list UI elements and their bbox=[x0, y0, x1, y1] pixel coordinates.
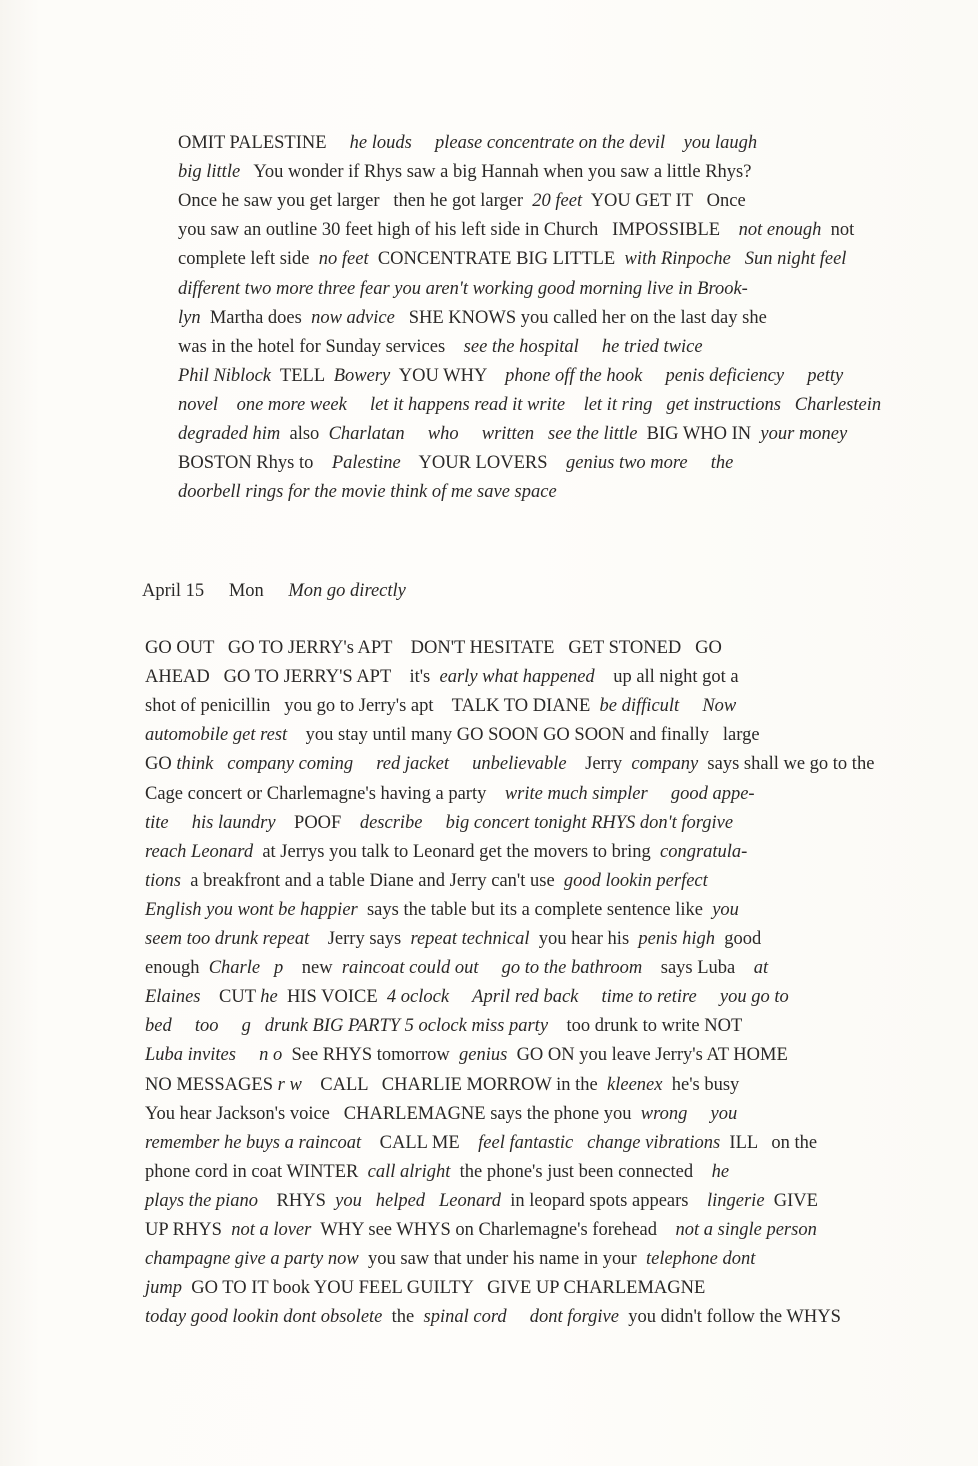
italic-phrase: write much simpler bbox=[504, 783, 648, 804]
roman-phrase: CONCENTRATE BIG LITTLE bbox=[373, 249, 620, 270]
roman-phrase bbox=[539, 424, 544, 444]
roman-phrase: RHYS bbox=[262, 1190, 331, 1211]
roman-phrase bbox=[583, 337, 597, 357]
italic-phrase: his laundry bbox=[191, 812, 276, 833]
italic-phrase: please concentrate on the devil bbox=[434, 133, 666, 153]
roman-phrase: phone cord in coat WINTER bbox=[145, 1161, 363, 1182]
italic-phrase: English you wont be happier bbox=[145, 899, 358, 920]
italic-phrase: get instructions bbox=[666, 394, 781, 415]
italic-phrase: petty bbox=[807, 365, 844, 386]
roman-phrase: YOUR LOVERS bbox=[405, 453, 562, 474]
roman-phrase bbox=[578, 1133, 583, 1153]
italic-phrase: no feet bbox=[318, 249, 369, 270]
italic-phrase: change vibrations bbox=[587, 1132, 721, 1153]
italic-phrase: genius two more bbox=[566, 453, 688, 474]
italic-phrase: Luba invites bbox=[145, 1045, 236, 1066]
italic-phrase: different two more three fear you aren't working good morning live in Brook- bbox=[178, 278, 748, 299]
italic-phrase: dont forgive bbox=[529, 1307, 619, 1328]
roman-phrase: HIS VOICE bbox=[282, 987, 383, 1008]
roman-phrase bbox=[241, 1045, 255, 1065]
italic-phrase: big concert tonight RHYS don't forgive bbox=[445, 812, 734, 833]
italic-phrase: reach Leonard bbox=[145, 841, 254, 862]
italic-phrase: raincoat could out bbox=[341, 958, 479, 979]
roman-phrase: the phone's just been connected bbox=[455, 1161, 707, 1182]
roman-phrase bbox=[657, 395, 662, 415]
roman-phrase bbox=[367, 1191, 372, 1211]
italic-phrase: g bbox=[241, 1016, 251, 1037]
italic-phrase: with Rinpoche bbox=[624, 249, 731, 270]
italic-phrase: red jacket bbox=[376, 754, 449, 775]
entry-2-line bbox=[0, 1040, 978, 1070]
entry-2-line bbox=[0, 953, 978, 983]
italic-phrase: n bbox=[259, 1045, 269, 1066]
roman-phrase: he's busy bbox=[667, 1074, 740, 1095]
italic-phrase: Charlatan bbox=[328, 424, 405, 444]
roman-phrase: WHY see WHYS on Charlemagne's forehead bbox=[315, 1220, 671, 1240]
italic-phrase: you bbox=[712, 899, 739, 920]
roman-phrase: also bbox=[284, 424, 324, 444]
italic-phrase: let it happens read it write bbox=[369, 394, 566, 415]
roman-phrase: GO OUT GO TO JERRY's APT DON'T HESITATE GET STONED GO bbox=[145, 638, 722, 658]
italic-phrase: Bowery bbox=[333, 365, 391, 386]
entry-2-line bbox=[0, 924, 978, 954]
italic-phrase: call alright bbox=[367, 1161, 451, 1182]
roman-phrase: YOU GET IT Once bbox=[586, 191, 746, 212]
italic-phrase: describe bbox=[359, 812, 423, 833]
italic-phrase: bed bbox=[145, 1016, 172, 1037]
entry-2-line bbox=[0, 808, 978, 838]
roman-phrase bbox=[331, 133, 345, 153]
entry-1-line bbox=[0, 274, 978, 304]
entry-2-line bbox=[0, 1273, 978, 1303]
roman-phrase: says shall we go to the bbox=[702, 754, 875, 775]
italic-phrase: novel bbox=[178, 394, 219, 415]
roman-phrase: OMIT PALESTINE bbox=[178, 133, 327, 153]
roman-phrase bbox=[701, 987, 715, 1007]
roman-phrase: you saw an outline 30 feet high of his left side in Church bbox=[178, 220, 608, 241]
roman-phrase bbox=[483, 958, 497, 978]
roman-phrase: you didn't follow the WHYS bbox=[623, 1307, 841, 1328]
roman-phrase bbox=[786, 395, 791, 415]
roman-phrase: GO ON you leave Jerry's AT HOME bbox=[511, 1045, 788, 1066]
italic-phrase: jump bbox=[145, 1278, 182, 1299]
roman-phrase: BOSTON Rhys to bbox=[178, 453, 328, 474]
roman-phrase: not bbox=[825, 220, 855, 241]
entry-1-line bbox=[0, 332, 978, 362]
roman-phrase: GO bbox=[145, 754, 172, 775]
italic-phrase: see the hospital bbox=[463, 336, 579, 357]
italic-phrase: company coming bbox=[227, 754, 354, 775]
roman-phrase bbox=[454, 987, 468, 1007]
entry-2-line bbox=[0, 1302, 978, 1332]
entry-1-line bbox=[0, 477, 978, 507]
roman-phrase: SHE KNOWS you called her on the last day she bbox=[399, 307, 767, 328]
entry-2-line bbox=[0, 866, 978, 896]
entry-2-date-row bbox=[0, 576, 978, 606]
italic-phrase: Now bbox=[702, 696, 737, 717]
entry-2-line bbox=[0, 1157, 978, 1187]
roman-phrase: IMPOSSIBLE bbox=[612, 220, 721, 241]
roman-phrase bbox=[670, 133, 679, 153]
italic-phrase: Elaines bbox=[145, 987, 201, 1008]
roman-phrase: YOU WHY bbox=[394, 365, 501, 386]
italic-phrase: see the little bbox=[548, 424, 638, 444]
roman-phrase: a breakfront and a table Diane and Jerry can't use bbox=[185, 870, 560, 891]
roman-phrase bbox=[789, 366, 803, 386]
italic-phrase: plays the piano bbox=[145, 1190, 259, 1211]
italic-phrase: automobile get rest bbox=[145, 725, 288, 746]
italic-phrase: not enough bbox=[738, 220, 822, 241]
italic-phrase: lyn bbox=[178, 307, 201, 328]
entry-1-line bbox=[0, 390, 978, 420]
italic-phrase: good appe- bbox=[670, 783, 755, 804]
italic-phrase: at bbox=[753, 958, 769, 979]
italic-phrase: you go to bbox=[719, 987, 789, 1008]
italic-phrase: tite bbox=[145, 812, 169, 833]
italic-phrase: r bbox=[277, 1074, 285, 1095]
italic-phrase: congratula- bbox=[659, 841, 748, 862]
italic-phrase: too bbox=[194, 1016, 219, 1037]
roman-phrase bbox=[692, 1104, 706, 1124]
entry-1-line bbox=[0, 215, 978, 245]
italic-phrase: Palestine bbox=[331, 453, 401, 474]
roman-phrase bbox=[351, 395, 365, 415]
italic-phrase: be difficult bbox=[599, 696, 680, 717]
roman-phrase bbox=[647, 366, 661, 386]
italic-phrase: your money bbox=[760, 424, 848, 444]
italic-phrase: not a single person bbox=[675, 1220, 817, 1240]
roman-phrase bbox=[583, 987, 597, 1007]
roman-phrase bbox=[463, 424, 477, 444]
italic-phrase: company bbox=[631, 754, 699, 775]
entry-2-line bbox=[0, 1128, 978, 1158]
italic-phrase: written bbox=[481, 424, 535, 444]
roman-phrase bbox=[454, 754, 468, 774]
roman-phrase bbox=[218, 754, 223, 774]
roman-phrase bbox=[409, 424, 423, 444]
italic-phrase: degraded him bbox=[178, 424, 281, 444]
roman-phrase: Cage concert or Charlemagne's having a party bbox=[145, 783, 501, 804]
roman-phrase: Jerry says bbox=[313, 929, 406, 949]
italic-phrase: one more week bbox=[236, 394, 347, 415]
italic-phrase: Phil Niblock bbox=[178, 365, 271, 386]
entry-2-line bbox=[0, 1099, 978, 1129]
italic-phrase: Sun night feel bbox=[744, 249, 847, 270]
entry-2-line bbox=[0, 691, 978, 721]
entry-2-line bbox=[0, 837, 978, 867]
roman-phrase bbox=[652, 784, 666, 804]
entry-2-line bbox=[0, 720, 978, 750]
italic-phrase: high bbox=[682, 929, 715, 949]
entry-2-line bbox=[0, 1186, 978, 1216]
roman-phrase: shot of penicillin you go to Jerry's apt TALK TO DIANE bbox=[145, 696, 595, 717]
roman-phrase bbox=[570, 395, 579, 415]
roman-phrase bbox=[416, 133, 430, 153]
italic-phrase: phone off the hook bbox=[505, 365, 643, 386]
italic-phrase: repeat technical bbox=[410, 929, 530, 949]
roman-phrase bbox=[223, 1016, 237, 1036]
italic-phrase: today good lookin dont obsolete bbox=[145, 1307, 383, 1328]
roman-phrase bbox=[223, 395, 232, 415]
italic-phrase: Charle bbox=[208, 958, 261, 979]
entry-1-line bbox=[0, 448, 978, 478]
italic-phrase: remember he buys a raincoat bbox=[145, 1132, 362, 1153]
entry-2-date: April 15 bbox=[142, 581, 205, 601]
italic-phrase: think bbox=[176, 754, 214, 775]
italic-phrase: spinal cord bbox=[423, 1307, 507, 1328]
roman-phrase bbox=[173, 813, 187, 833]
roman-phrase: says the table but its a complete sentence like bbox=[362, 899, 708, 920]
roman-phrase: BIG WHO IN bbox=[642, 424, 756, 444]
roman-phrase: CALL ME bbox=[365, 1132, 474, 1153]
roman-phrase: CUT bbox=[205, 987, 256, 1008]
italic-phrase: genius bbox=[459, 1045, 508, 1066]
italic-phrase: w bbox=[289, 1074, 302, 1095]
italic-phrase: helped bbox=[375, 1190, 426, 1211]
entry-2-day: Mon bbox=[228, 581, 264, 601]
entry-2-line bbox=[0, 982, 978, 1012]
roman-phrase bbox=[255, 1016, 260, 1036]
roman-phrase bbox=[684, 696, 698, 716]
roman-phrase bbox=[176, 1016, 190, 1036]
roman-phrase: CALL CHARLIE MORROW in the bbox=[306, 1074, 603, 1095]
italic-phrase: champagne give a party now bbox=[145, 1249, 359, 1270]
italic-phrase: he louds bbox=[349, 133, 412, 153]
italic-phrase: you laugh bbox=[683, 133, 758, 153]
entry-1-line bbox=[0, 361, 978, 391]
italic-phrase: he bbox=[260, 987, 278, 1008]
italic-phrase: you bbox=[335, 1190, 362, 1211]
roman-phrase: good bbox=[719, 929, 762, 949]
entry-1-line bbox=[0, 244, 978, 274]
roman-phrase: too drunk to write NOT bbox=[552, 1016, 743, 1037]
roman-phrase: See RHYS tomorrow bbox=[286, 1045, 455, 1066]
italic-phrase: now advice bbox=[311, 307, 395, 328]
italic-phrase: seem too drunk repeat bbox=[145, 929, 310, 949]
roman-phrase: says Luba bbox=[646, 958, 750, 979]
roman-phrase: AHEAD GO TO JERRY'S APT it's bbox=[145, 667, 435, 688]
roman-phrase: up all night got a bbox=[599, 667, 739, 688]
italic-phrase: early what happened bbox=[439, 667, 595, 688]
roman-phrase: TELL bbox=[275, 365, 330, 386]
entry-2-line bbox=[0, 1011, 978, 1041]
entry-1-line bbox=[0, 157, 978, 187]
roman-phrase: Once he saw you get larger then he got larger bbox=[178, 191, 528, 212]
italic-phrase: lingerie bbox=[706, 1190, 765, 1211]
roman-phrase: at Jerrys you talk to Leonard get the movers to bring bbox=[257, 841, 656, 862]
roman-phrase: You wonder if Rhys saw a big Hannah when you saw a little Rhys? bbox=[244, 162, 752, 183]
roman-phrase: UP RHYS bbox=[145, 1220, 227, 1240]
roman-phrase bbox=[427, 813, 441, 833]
entry-2-line bbox=[0, 895, 978, 925]
italic-phrase: the bbox=[710, 453, 734, 474]
italic-phrase: p bbox=[273, 958, 284, 979]
italic-phrase: you bbox=[710, 1103, 738, 1124]
italic-phrase: kleenex bbox=[607, 1074, 663, 1095]
roman-phrase: NO MESSAGES bbox=[145, 1074, 273, 1095]
roman-phrase bbox=[430, 1191, 435, 1211]
roman-phrase bbox=[358, 754, 372, 774]
roman-phrase bbox=[265, 958, 270, 978]
italic-phrase: back bbox=[543, 987, 579, 1008]
italic-phrase: Leonard bbox=[438, 1190, 501, 1211]
italic-phrase: April red bbox=[472, 987, 539, 1008]
italic-phrase: doorbell rings for the movie think of me save space bbox=[178, 482, 557, 503]
italic-phrase: let it ring bbox=[583, 394, 653, 415]
italic-phrase: not a lover bbox=[231, 1220, 312, 1240]
italic-phrase: o bbox=[272, 1045, 283, 1066]
italic-phrase: 4 oclock bbox=[386, 987, 450, 1008]
entry-2-line bbox=[0, 779, 978, 809]
italic-phrase: wrong bbox=[640, 1103, 688, 1124]
entry-1-line bbox=[0, 303, 978, 333]
roman-phrase bbox=[725, 220, 734, 240]
italic-phrase: go to the bathroom bbox=[501, 958, 643, 979]
italic-phrase: telephone dont bbox=[645, 1249, 756, 1270]
italic-phrase: penis bbox=[638, 929, 678, 949]
entry-2-line bbox=[0, 1070, 978, 1100]
roman-phrase: Jerry bbox=[571, 754, 627, 775]
italic-phrase: unbelievable bbox=[472, 754, 567, 775]
roman-phrase: in leopard spots appears bbox=[505, 1190, 703, 1211]
italic-phrase: feel fantastic bbox=[478, 1132, 574, 1153]
entry-2-day-note: Mon go directly bbox=[288, 581, 406, 601]
roman-phrase: was in the hotel for Sunday services bbox=[178, 336, 460, 357]
italic-phrase: he bbox=[711, 1161, 730, 1182]
italic-phrase: penis deficiency bbox=[665, 365, 785, 386]
italic-phrase: drunk BIG PARTY 5 oclock miss party bbox=[264, 1016, 549, 1037]
italic-phrase: big little bbox=[178, 162, 241, 183]
roman-phrase: new bbox=[287, 958, 338, 979]
entry-1-line bbox=[0, 128, 978, 158]
roman-phrase: Martha does bbox=[205, 307, 307, 328]
entry-1-line bbox=[0, 419, 978, 449]
roman-phrase bbox=[511, 1307, 525, 1327]
roman-phrase bbox=[735, 249, 740, 269]
entry-2-line bbox=[0, 633, 978, 663]
italic-phrase: tions bbox=[145, 870, 181, 891]
roman-phrase: GIVE bbox=[769, 1190, 818, 1211]
entry-2-line bbox=[0, 1215, 978, 1245]
roman-phrase: complete left side bbox=[178, 249, 315, 270]
entry-2-line bbox=[0, 1244, 978, 1274]
entry-2-line bbox=[0, 749, 978, 779]
roman-phrase: GO TO IT book YOU FEEL GUILTY GIVE UP CHARLEMAGNE bbox=[186, 1278, 706, 1299]
roman-phrase: enough bbox=[145, 958, 205, 979]
italic-phrase: Charlestein bbox=[794, 394, 882, 415]
italic-phrase: good lookin perfect bbox=[563, 870, 708, 891]
roman-phrase: ILL on the bbox=[724, 1132, 818, 1153]
italic-phrase: 20 feet bbox=[532, 191, 583, 212]
roman-phrase: you saw that under his name in your bbox=[363, 1249, 642, 1270]
roman-phrase: you hear his bbox=[534, 929, 634, 949]
entry-1-line bbox=[0, 186, 978, 216]
italic-phrase: he tried twice bbox=[601, 336, 703, 357]
roman-phrase: POOF bbox=[280, 812, 356, 833]
roman-phrase: You hear Jackson's voice CHARLEMAGNE says the phone you bbox=[145, 1103, 637, 1124]
italic-phrase: who bbox=[427, 424, 459, 444]
roman-phrase: you stay until many GO SOON GO SOON and finally large bbox=[291, 725, 760, 746]
roman-phrase: the bbox=[387, 1307, 419, 1328]
entry-2-line bbox=[0, 662, 978, 692]
italic-phrase: time to retire bbox=[601, 987, 697, 1008]
roman-phrase bbox=[692, 453, 706, 473]
